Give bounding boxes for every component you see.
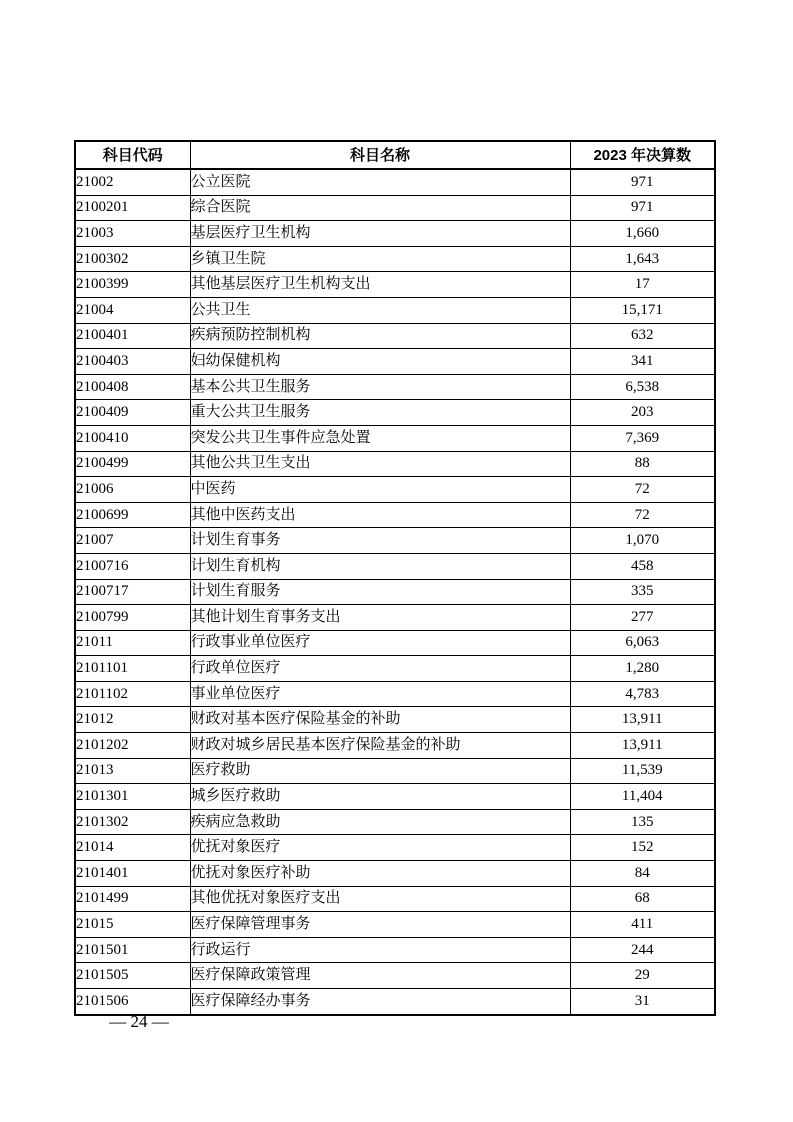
table-row bbox=[75, 784, 715, 810]
cell-subject-name: 事业单位医疗 bbox=[190, 681, 570, 707]
table-row bbox=[75, 246, 715, 272]
table-body bbox=[75, 169, 715, 1015]
cell-final-amount: 13,911 bbox=[570, 733, 715, 759]
cell-final-amount: 88 bbox=[570, 451, 715, 477]
cell-final-amount: 4,783 bbox=[570, 681, 715, 707]
cell-subject-name: 基本公共卫生服务 bbox=[190, 374, 570, 400]
table-row bbox=[75, 349, 715, 375]
table-row bbox=[75, 758, 715, 784]
table-row bbox=[75, 451, 715, 477]
cell-subject-name: 计划生育服务 bbox=[190, 579, 570, 605]
table-row bbox=[75, 553, 715, 579]
table-row bbox=[75, 707, 715, 733]
table-row bbox=[75, 502, 715, 528]
cell-subject-name: 行政事业单位医疗 bbox=[190, 630, 570, 656]
cell-final-amount: 1,660 bbox=[570, 221, 715, 247]
table-row bbox=[75, 733, 715, 759]
table-row bbox=[75, 425, 715, 451]
cell-final-amount: 72 bbox=[570, 477, 715, 503]
cell-subject-code: 2101501 bbox=[75, 937, 190, 963]
table-row bbox=[75, 681, 715, 707]
cell-subject-code: 2101202 bbox=[75, 733, 190, 759]
cell-final-amount: 7,369 bbox=[570, 425, 715, 451]
cell-final-amount: 72 bbox=[570, 502, 715, 528]
cell-subject-name: 优抚对象医疗补助 bbox=[190, 861, 570, 887]
cell-final-amount: 335 bbox=[570, 579, 715, 605]
cell-final-amount: 244 bbox=[570, 937, 715, 963]
table-row bbox=[75, 221, 715, 247]
table-row bbox=[75, 579, 715, 605]
cell-final-amount: 6,538 bbox=[570, 374, 715, 400]
cell-final-amount: 11,404 bbox=[570, 784, 715, 810]
cell-subject-code: 2100401 bbox=[75, 323, 190, 349]
cell-subject-name: 基层医疗卫生机构 bbox=[190, 221, 570, 247]
table-row bbox=[75, 272, 715, 298]
cell-final-amount: 68 bbox=[570, 886, 715, 912]
cell-subject-code: 2101301 bbox=[75, 784, 190, 810]
cell-subject-name: 乡镇卫生院 bbox=[190, 246, 570, 272]
cell-subject-code: 2100403 bbox=[75, 349, 190, 375]
cell-subject-code: 2100408 bbox=[75, 374, 190, 400]
cell-subject-name: 医疗保障经办事务 bbox=[190, 989, 570, 1015]
header-subject-name: 科目名称 bbox=[190, 141, 570, 169]
cell-final-amount: 29 bbox=[570, 963, 715, 989]
table-row bbox=[75, 297, 715, 323]
cell-subject-name: 公共卫生 bbox=[190, 297, 570, 323]
cell-subject-code: 2101506 bbox=[75, 989, 190, 1015]
cell-final-amount: 1,643 bbox=[570, 246, 715, 272]
cell-subject-code: 2101499 bbox=[75, 886, 190, 912]
cell-subject-name: 中医药 bbox=[190, 477, 570, 503]
budget-table bbox=[74, 140, 716, 1016]
cell-subject-code: 21007 bbox=[75, 528, 190, 554]
cell-final-amount: 135 bbox=[570, 809, 715, 835]
cell-subject-name: 综合医院 bbox=[190, 195, 570, 221]
cell-subject-code: 2101505 bbox=[75, 963, 190, 989]
table-row bbox=[75, 835, 715, 861]
cell-subject-code: 2100716 bbox=[75, 553, 190, 579]
table-header bbox=[75, 141, 715, 169]
cell-final-amount: 31 bbox=[570, 989, 715, 1015]
cell-subject-code: 21002 bbox=[75, 169, 190, 195]
cell-subject-code: 2100499 bbox=[75, 451, 190, 477]
cell-final-amount: 15,171 bbox=[570, 297, 715, 323]
cell-final-amount: 971 bbox=[570, 195, 715, 221]
cell-subject-code: 2100410 bbox=[75, 425, 190, 451]
cell-subject-code: 2100201 bbox=[75, 195, 190, 221]
cell-final-amount: 411 bbox=[570, 912, 715, 938]
cell-subject-code: 2100799 bbox=[75, 605, 190, 631]
cell-subject-code: 21011 bbox=[75, 630, 190, 656]
cell-subject-name: 医疗保障管理事务 bbox=[190, 912, 570, 938]
table-row bbox=[75, 861, 715, 887]
header-final-amount: 2023 年决算数 bbox=[570, 141, 715, 169]
cell-subject-name: 疾病预防控制机构 bbox=[190, 323, 570, 349]
table-row bbox=[75, 195, 715, 221]
cell-final-amount: 17 bbox=[570, 272, 715, 298]
cell-subject-name: 行政运行 bbox=[190, 937, 570, 963]
cell-subject-code: 21014 bbox=[75, 835, 190, 861]
table-row bbox=[75, 886, 715, 912]
cell-final-amount: 152 bbox=[570, 835, 715, 861]
cell-final-amount: 203 bbox=[570, 400, 715, 426]
cell-final-amount: 84 bbox=[570, 861, 715, 887]
cell-subject-code: 21013 bbox=[75, 758, 190, 784]
cell-subject-code: 21015 bbox=[75, 912, 190, 938]
table-row bbox=[75, 937, 715, 963]
cell-subject-code: 2101102 bbox=[75, 681, 190, 707]
cell-subject-name: 其他基层医疗卫生机构支出 bbox=[190, 272, 570, 298]
cell-subject-code: 21012 bbox=[75, 707, 190, 733]
cell-subject-code: 2101401 bbox=[75, 861, 190, 887]
cell-subject-name: 医疗保障政策管理 bbox=[190, 963, 570, 989]
cell-subject-code: 2100409 bbox=[75, 400, 190, 426]
cell-subject-name: 公立医院 bbox=[190, 169, 570, 195]
table-row bbox=[75, 477, 715, 503]
cell-subject-name: 优抚对象医疗 bbox=[190, 835, 570, 861]
cell-final-amount: 11,539 bbox=[570, 758, 715, 784]
cell-subject-name: 突发公共卫生事件应急处置 bbox=[190, 425, 570, 451]
cell-final-amount: 1,070 bbox=[570, 528, 715, 554]
cell-subject-name: 其他优抚对象医疗支出 bbox=[190, 886, 570, 912]
cell-subject-code: 2101101 bbox=[75, 656, 190, 682]
table-row bbox=[75, 963, 715, 989]
cell-subject-name: 其他计划生育事务支出 bbox=[190, 605, 570, 631]
cell-subject-name: 计划生育事务 bbox=[190, 528, 570, 554]
cell-subject-code: 21003 bbox=[75, 221, 190, 247]
table-row bbox=[75, 528, 715, 554]
cell-subject-code: 21004 bbox=[75, 297, 190, 323]
cell-subject-name: 妇幼保健机构 bbox=[190, 349, 570, 375]
table-row bbox=[75, 912, 715, 938]
table-row bbox=[75, 630, 715, 656]
header-subject-code: 科目代码 bbox=[75, 141, 190, 169]
cell-subject-name: 其他公共卫生支出 bbox=[190, 451, 570, 477]
table-row bbox=[75, 374, 715, 400]
cell-final-amount: 13,911 bbox=[570, 707, 715, 733]
cell-subject-name: 医疗救助 bbox=[190, 758, 570, 784]
cell-subject-name: 重大公共卫生服务 bbox=[190, 400, 570, 426]
table-row bbox=[75, 400, 715, 426]
cell-subject-name: 财政对基本医疗保险基金的补助 bbox=[190, 707, 570, 733]
cell-subject-code: 2100717 bbox=[75, 579, 190, 605]
cell-subject-code: 2100699 bbox=[75, 502, 190, 528]
cell-subject-name: 其他中医药支出 bbox=[190, 502, 570, 528]
cell-subject-code: 2100399 bbox=[75, 272, 190, 298]
page-number: — 24 — bbox=[109, 1012, 169, 1031]
cell-final-amount: 632 bbox=[570, 323, 715, 349]
table-row bbox=[75, 809, 715, 835]
cell-subject-code: 2100302 bbox=[75, 246, 190, 272]
cell-final-amount: 6,063 bbox=[570, 630, 715, 656]
cell-final-amount: 971 bbox=[570, 169, 715, 195]
table-row bbox=[75, 656, 715, 682]
cell-subject-name: 财政对城乡居民基本医疗保险基金的补助 bbox=[190, 733, 570, 759]
table-row bbox=[75, 605, 715, 631]
cell-subject-code: 2101302 bbox=[75, 809, 190, 835]
cell-final-amount: 341 bbox=[570, 349, 715, 375]
cell-final-amount: 1,280 bbox=[570, 656, 715, 682]
table-row bbox=[75, 323, 715, 349]
cell-subject-name: 城乡医疗救助 bbox=[190, 784, 570, 810]
cell-subject-name: 疾病应急救助 bbox=[190, 809, 570, 835]
cell-final-amount: 277 bbox=[570, 605, 715, 631]
cell-subject-code: 21006 bbox=[75, 477, 190, 503]
cell-subject-name: 行政单位医疗 bbox=[190, 656, 570, 682]
cell-final-amount: 458 bbox=[570, 553, 715, 579]
cell-subject-name: 计划生育机构 bbox=[190, 553, 570, 579]
table-header-row bbox=[75, 141, 715, 169]
table-row bbox=[75, 989, 715, 1015]
table-row bbox=[75, 169, 715, 195]
